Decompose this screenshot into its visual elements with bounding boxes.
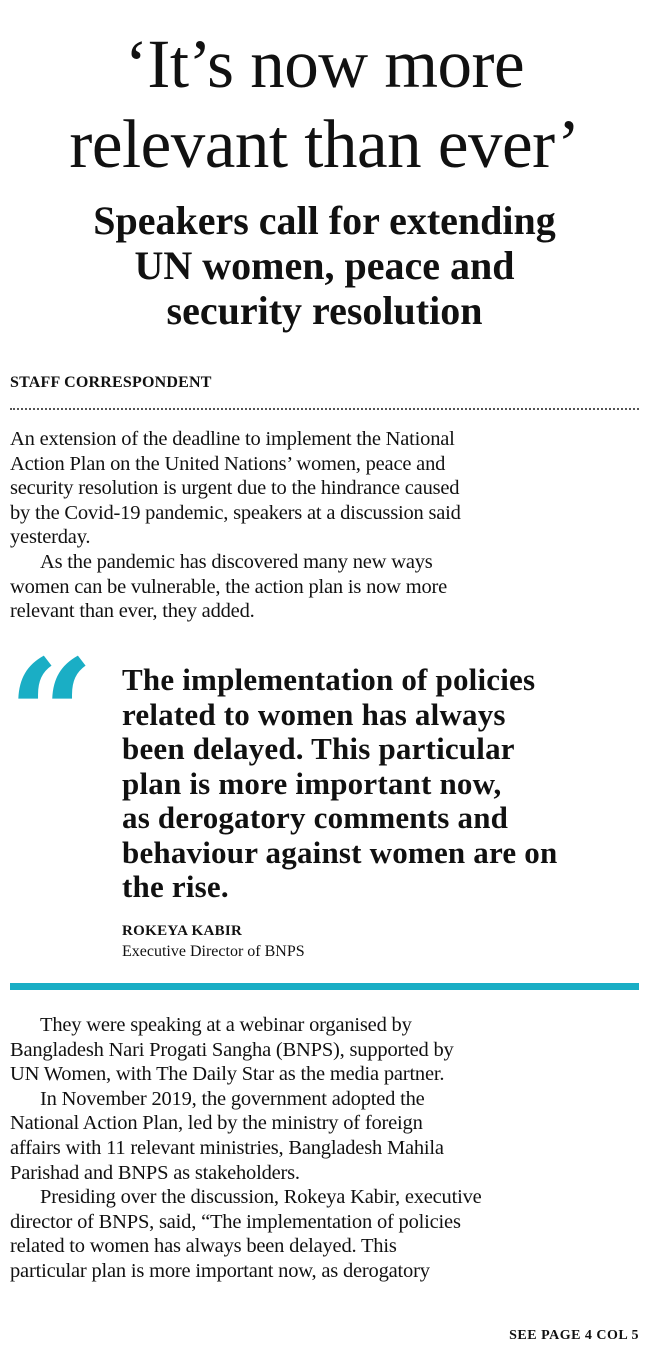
text-line: by the Covid-19 pandemic, speakers at a discussion said bbox=[10, 501, 461, 524]
paragraph bbox=[10, 427, 639, 550]
paragraph bbox=[10, 550, 639, 624]
pull-quote-line: been delayed. This particular bbox=[122, 731, 515, 766]
pull-quote-line: plan is more important now, bbox=[122, 765, 502, 801]
quote-attribution-role: Executive Director of BNPS bbox=[122, 943, 305, 960]
pull-quote-line: related to women has always bbox=[122, 696, 506, 732]
text-line: Parishad and BNPS as stakeholders. bbox=[10, 1161, 300, 1184]
text-line: affairs with 11 relevant ministries, Bangladesh Mahila bbox=[10, 1136, 444, 1159]
pull-quote bbox=[122, 663, 642, 905]
text-line: An extension of the deadline to implement the National bbox=[10, 428, 455, 450]
pull-quote-line: as derogatory comments and bbox=[122, 800, 509, 835]
paragraph bbox=[10, 1013, 639, 1087]
pull-quote-line: behaviour against women are on bbox=[122, 834, 558, 870]
article-body bbox=[10, 1013, 639, 1284]
text-line: Presiding over the discussion, Rokeya Kabir, executive bbox=[40, 1186, 482, 1209]
quote-attribution-name: ROKEYA KABIR bbox=[122, 923, 243, 939]
text-line: women can be vulnerable, the action plan is now more bbox=[10, 575, 448, 598]
headline bbox=[0, 24, 649, 184]
pull-quote-line: The implementation of policies bbox=[122, 662, 536, 697]
paragraph bbox=[10, 1185, 639, 1283]
quote-mark-icon: “ bbox=[8, 627, 95, 803]
intro-text bbox=[10, 427, 639, 624]
subheadline-line: UN women, peace and bbox=[134, 243, 515, 288]
section-divider bbox=[10, 983, 639, 990]
text-line: Action Plan on the United Nations’ women, peace and bbox=[10, 452, 446, 475]
text-line: relevant than ever, they added. bbox=[10, 600, 255, 623]
continued-on-page-link[interactable]: SEE PAGE 4 COL 5 bbox=[509, 1328, 639, 1343]
headline-line: relevant than ever’ bbox=[69, 106, 580, 182]
byline: STAFF CORRESPONDENT bbox=[10, 374, 212, 391]
paragraph bbox=[10, 1087, 639, 1185]
text-line: National Action Plan, led by the ministry of foreign bbox=[10, 1112, 423, 1135]
headline-line: ‘It’s now more bbox=[124, 26, 525, 102]
subheadline-line: Speakers call for extending bbox=[93, 198, 556, 243]
text-line: Bangladesh Nari Progati Sangha (BNPS), supported by bbox=[10, 1038, 454, 1061]
text-line: In November 2019, the government adopted the bbox=[40, 1087, 425, 1110]
text-line: yesterday. bbox=[10, 526, 91, 549]
text-line: security resolution is urgent due to the hindrance caused bbox=[10, 477, 460, 500]
subheadline-line: security resolution bbox=[166, 288, 483, 333]
text-line: particular plan is more important now, as derogatory bbox=[10, 1259, 430, 1282]
subheadline bbox=[0, 198, 649, 333]
text-line: director of BNPS, said, “The implementation of policies bbox=[10, 1210, 461, 1233]
pull-quote-line: the rise. bbox=[122, 869, 229, 904]
dotted-divider bbox=[10, 408, 639, 410]
text-line: UN Women, with The Daily Star as the media partner. bbox=[10, 1063, 445, 1086]
text-line: They were speaking at a webinar organised by bbox=[40, 1014, 412, 1036]
text-line: related to women has always been delayed. This bbox=[10, 1235, 397, 1258]
text-line: As the pandemic has discovered many new ways bbox=[40, 550, 433, 573]
